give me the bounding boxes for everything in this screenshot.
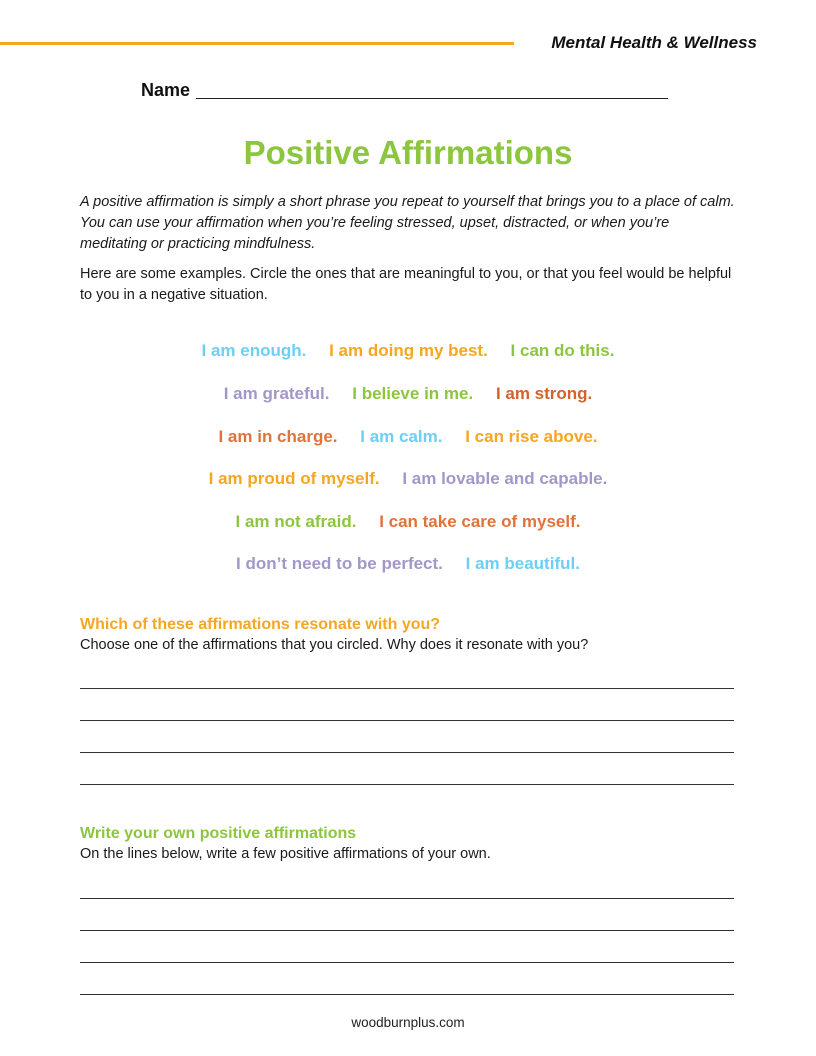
affirmation[interactable]: I believe in me. (352, 384, 474, 403)
affirmation-row (0, 341, 816, 361)
affirmation[interactable]: I am strong. (495, 384, 593, 403)
affirmation-row (0, 512, 816, 532)
affirmation[interactable]: I am calm. (360, 427, 443, 446)
name-write-line[interactable] (196, 98, 668, 99)
affirmation-row (0, 427, 816, 447)
name-label: Name (141, 80, 191, 100)
answer1-line[interactable] (80, 688, 734, 689)
affirmation[interactable]: I am proud of myself. (208, 469, 380, 488)
affirmation[interactable]: I don’t need to be perfect. (236, 554, 443, 573)
question1-heading: Which of these affirmations resonate with you? (80, 616, 441, 633)
answer1-line[interactable] (80, 720, 734, 721)
answer2-line[interactable] (80, 994, 734, 995)
page-title: Positive Affirmations (243, 134, 573, 171)
affirmation[interactable]: I am lovable and capable. (402, 469, 608, 488)
header-rule (0, 42, 514, 45)
question1-prompt: Choose one of the affirmations that you circled. Why does it resonate with you? (80, 637, 589, 653)
brand-title: Mental Health & Wellness (551, 33, 757, 52)
affirmation-row (0, 469, 816, 489)
affirmation[interactable]: I can rise above. (465, 427, 598, 446)
affirmation[interactable]: I am in charge. (218, 427, 338, 446)
answer1-line[interactable] (80, 752, 734, 753)
answer2-line[interactable] (80, 898, 734, 899)
answer2-line[interactable] (80, 930, 734, 931)
affirmation-row (0, 554, 816, 574)
footer-url[interactable]: woodburnplus.com (351, 1015, 465, 1030)
question2-prompt: On the lines below, write a few positive affirmations of your own. (80, 846, 491, 862)
affirmation[interactable]: I can take care of myself. (379, 512, 581, 531)
answer1-line[interactable] (80, 784, 734, 785)
affirmation-row (0, 384, 816, 404)
affirmation[interactable]: I can do this. (510, 341, 615, 360)
examples-instructions: Here are some examples. Circle the ones that are meaningful to you, or that you feel would be helpful to you in a negative situation. (80, 266, 732, 303)
affirmation[interactable]: I am enough. (201, 341, 307, 360)
affirmation[interactable]: I am beautiful. (465, 554, 580, 573)
affirmation[interactable]: I am not afraid. (235, 512, 357, 531)
affirmation[interactable]: I am grateful. (223, 384, 330, 403)
intro-paragraph: A positive affirmation is simply a short phrase you repeat to yourself that brings you to a place of calm. You can use your affirmation when you’re feeling stressed, upset, distracted, or when you’re meditating or practicing mindfulness. (80, 194, 735, 252)
answer2-line[interactable] (80, 962, 734, 963)
name-field (141, 80, 668, 101)
question2-heading: Write your own positive affirmations (80, 825, 357, 842)
affirmation[interactable]: I am doing my best. (329, 341, 488, 360)
